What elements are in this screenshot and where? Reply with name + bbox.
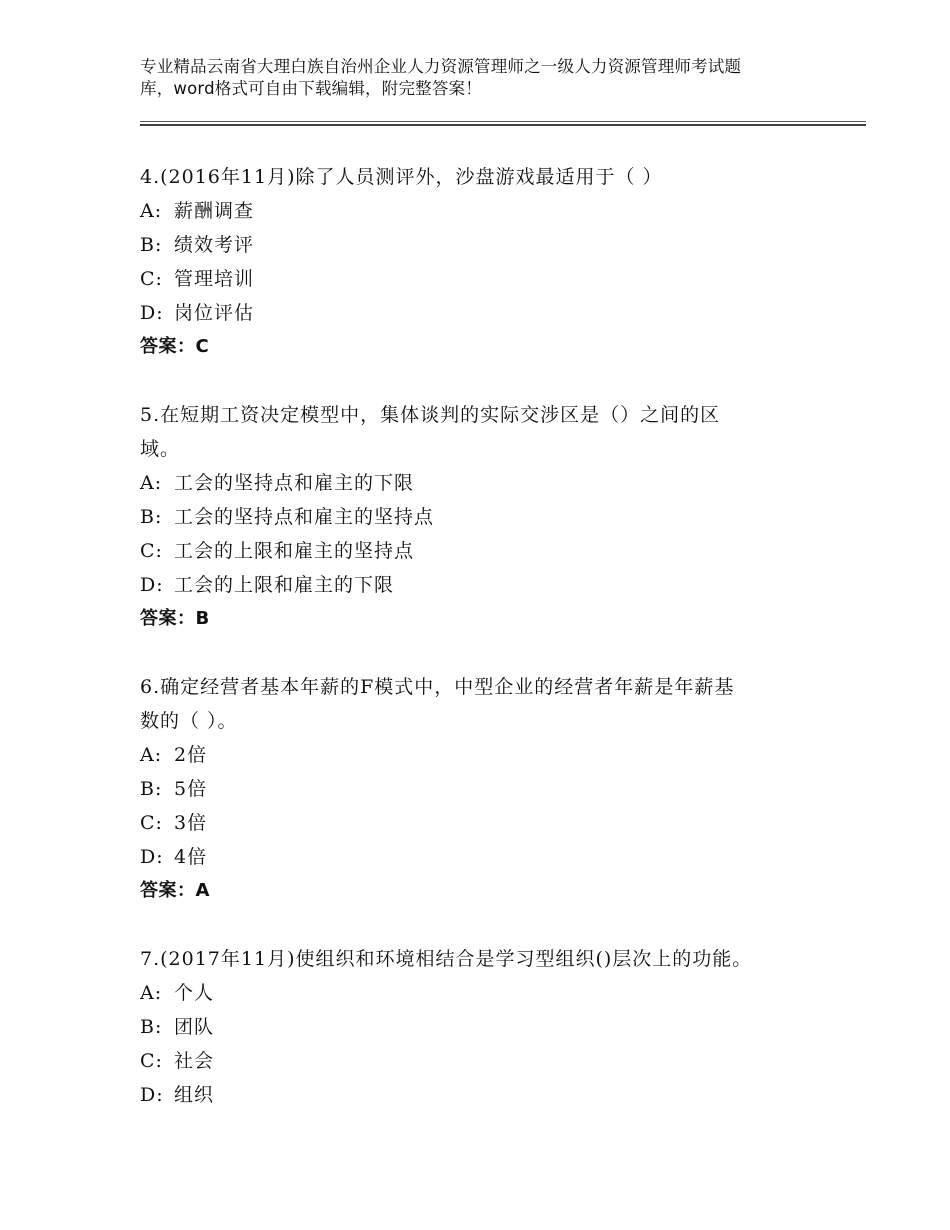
option-c: C: 管理培训 (140, 268, 255, 290)
header-line-2: 库，word格式可自由下载编辑，附完整答案！ (140, 79, 482, 98)
question-5 (140, 398, 840, 636)
answer-label: 答案：C (140, 336, 210, 357)
question-stem: 7.(2017年11月)使组织和环境相结合是学习型组织()层次上的功能。 (140, 948, 753, 970)
answer-label: 答案：A (140, 880, 210, 901)
document-header (140, 56, 840, 100)
option-b: B: 绩效考评 (140, 234, 255, 256)
header-divider-thick (140, 124, 866, 126)
option-a: A: 薪酬调查 (140, 200, 255, 222)
header-divider-thin (140, 121, 866, 122)
option-c: C: 工会的上限和雇主的坚持点 (140, 540, 415, 562)
question-stem: 4.(2016年11月)除了人员测评外，沙盘游戏最适用于（ ） (140, 166, 663, 188)
question-7 (140, 942, 840, 1112)
question-stem: 6.确定经营者基本年薪的F模式中，中型企业的经营者年薪是年薪基 数的（ ）。 (140, 676, 735, 732)
option-b: B: 团队 (140, 1016, 215, 1038)
header-line-1: 专业精品云南省大理白族自治州企业人力资源管理师之一级人力资源管理师考试题 (140, 57, 742, 76)
option-b: B: 工会的坚持点和雇主的坚持点 (140, 506, 435, 528)
answer-label: 答案：B (140, 608, 210, 629)
option-c: C: 社会 (140, 1050, 215, 1072)
option-d: D: 工会的上限和雇主的下限 (140, 574, 395, 596)
question-6 (140, 670, 840, 908)
question-list (140, 160, 840, 1112)
option-c: C: 3倍 (140, 812, 208, 834)
option-b: B: 5倍 (140, 778, 208, 800)
option-d: D: 岗位评估 (140, 302, 255, 324)
option-a: A: 2倍 (140, 744, 208, 766)
option-a: A: 个人 (140, 982, 215, 1004)
question-stem: 5.在短期工资决定模型中，集体谈判的实际交涉区是（）之间的区 域。 (140, 404, 721, 460)
option-a: A: 工会的坚持点和雇主的下限 (140, 472, 415, 494)
option-d: D: 4倍 (140, 846, 208, 868)
option-d: D: 组织 (140, 1084, 215, 1106)
question-4 (140, 160, 840, 364)
